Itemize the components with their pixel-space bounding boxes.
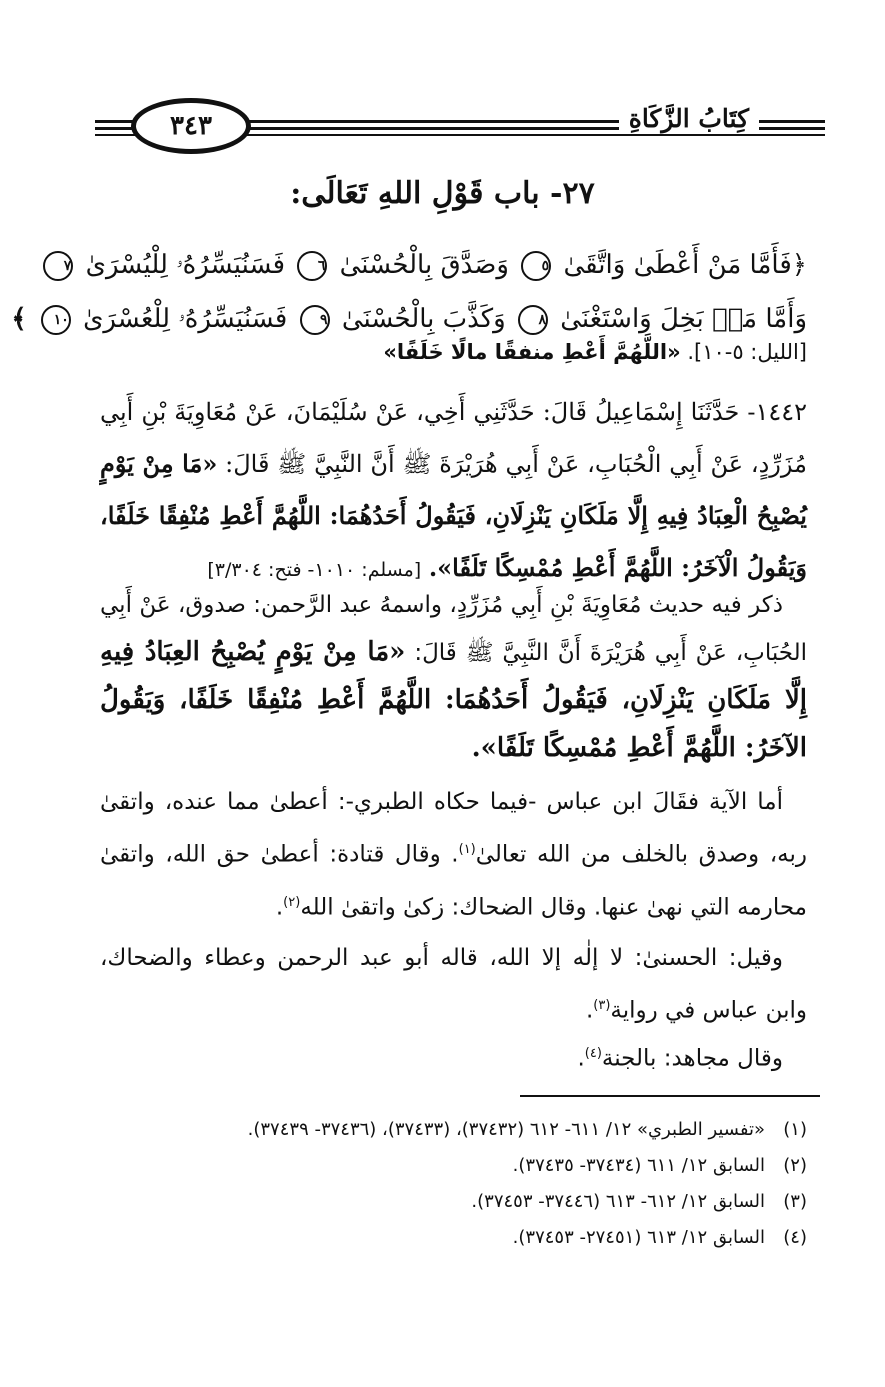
footnote-1 — [100, 1112, 807, 1148]
footnote-text: «تفسير الطبري» ١٢/ ٦١١- ٦١٢ (٣٧٤٣٢)، (٣٧٤٣٣)، (٣٧٤٣٦- ٣٧٤٣٩). — [247, 1119, 765, 1140]
commentary-matn: «مَا مِنْ يَوْمٍ يُصْبِحُ العِبَادُ فِيهِ إِلَّا مَلَكَانِ يَنْزِلَانِ، فَيَقُولُ أَحَدُهُمَا: اللَّهُمَّ أَعْطِ مُنْفِقًا خَلَفًا، وَيَقُولُ الآخَرُ: اللَّهُمَّ أَعْطِ مُمْسِكًا تَلَفًا». — [100, 637, 807, 763]
commentary-text: . وقال قتادة: أعطىٰ حق الله، واتقىٰ محارمه التي نهىٰ عنها. وقال الضحاك: زكىٰ واتقىٰ الله — [100, 841, 807, 921]
hadith-matn: «مَا مِنْ يَوْمٍ يُصْبِحُ الْعِبَادُ فِيهِ إِلَّا مَلَكَانِ يَنْزِلَانِ، فَيَقُولُ أَحَدُهُمَا: اللَّهُمَّ أَعْطِ مُنْفِقًا خَلَفًا، وَيَقُولُ الْآخَرُ: اللَّهُمَّ أَعْطِ مُمْسِكًا تَلَفًا». — [100, 449, 807, 582]
footnote-text: السابق ١٢/ ٦١٢- ٦١٣ (٣٧٤٤٦- ٣٧٤٥٣). — [471, 1191, 765, 1212]
hadith-1442 — [100, 386, 807, 596]
footnote-ref-2[interactable]: (٢) — [283, 894, 301, 910]
hadith-reference: [مسلم: ١٠١٠- فتح: ٣/٣٠٤] — [207, 559, 422, 581]
surah-reference: [الليل: ٥-١٠]. — [687, 340, 807, 364]
footnote-number: (١) — [783, 1119, 807, 1140]
verse-text: وَصَدَّقَ بِالْحُسْنَىٰ — [339, 250, 509, 280]
hadith-isnad: ١٤٤٢- حَدَّثَنَا إِسْمَاعِيلُ قَالَ: حَدَّثَنِي أَخِي، عَنْ سُلَيْمَانَ، عَنْ مُعَاوِيَةَ بْنِ أَبِي مُزَرِّدٍ، عَنْ أَبِي الْحُبَابِ، عَنْ أَبِي هُرَيْرَةَ ﷺ أَنَّ النَّبِيَّ ﷺ قَالَ: — [100, 398, 807, 478]
commentary-text: . — [585, 997, 594, 1024]
page-number: ٣٤٣ — [170, 111, 212, 141]
footnote-ref-3[interactable]: (٣) — [593, 998, 611, 1013]
commentary-text: . — [275, 894, 284, 921]
verse-text: وَكَذَّبَ بِالْحُسْنَىٰ — [341, 304, 506, 334]
ayah-number: ٨ — [518, 305, 548, 335]
footnote-ref-1[interactable]: (١) — [458, 842, 476, 857]
ayah-number: ٩ — [300, 305, 330, 335]
ayah-number: ٦ — [297, 251, 327, 281]
footnotes — [100, 1112, 807, 1256]
footnote-number: (٢) — [783, 1155, 807, 1176]
footnote-ref-4[interactable]: (٤) — [584, 1046, 602, 1061]
ayah-number: ٥ — [521, 251, 551, 281]
verse-line-1 — [60, 238, 807, 292]
footnote-text: السابق ١٢/ ٦١١ (٣٧٤٣٤- ٣٧٤٣٥). — [512, 1155, 765, 1176]
footnote-number: (٣) — [783, 1191, 807, 1212]
commentary-text: وقال مجاهد: بالجنة — [601, 1045, 783, 1072]
verse-text: فَسَنُيَسِّرُهُۥ لِلْيُسْرَىٰ — [85, 250, 286, 280]
commentary-paragraph-2 — [100, 778, 807, 931]
ayah-number: ٧ — [43, 251, 73, 281]
commentary-text: أما الآية فقَالَ ابن عباس -فيما حكاه الطبري-: أعطىٰ مما عنده، واتقىٰ ربه، وصدق بالخلف من الله تعالىٰ — [100, 789, 807, 868]
footnote-separator — [520, 1095, 820, 1097]
footnote-number: (٤) — [783, 1227, 807, 1248]
ayah-number: ١٠ — [41, 305, 71, 335]
verse-line-2 — [11, 292, 807, 346]
footnote-4 — [100, 1220, 807, 1256]
footnote-3 — [100, 1184, 807, 1220]
footnote-2 — [100, 1148, 807, 1184]
commentary-paragraph-1 — [100, 582, 807, 773]
chapter-title: ٢٧- باب قَوْلِ اللهِ تَعَالَى: — [290, 176, 595, 211]
commentary-text: . — [577, 1045, 585, 1072]
verse-text: وَأَمَّا مَنۢ بَخِلَ وَاسْتَغْنَىٰ — [560, 304, 807, 334]
commentary-text: وقيل: الحسنىٰ: لا إلٰه إلا الله، قاله أبو عبد الرحمن وعطاء والضحاك، وابن عباس في رواية — [100, 945, 807, 1024]
verse-text: ﴿فَأَمَّا مَنْ أَعْطَىٰ وَاتَّقَىٰ — [563, 250, 807, 280]
dua-text: «اللَّهُمَّ أَعْطِ منفقًا مالًا خَلَفًا» — [383, 340, 681, 364]
commentary-intro: ذكر فيه حديث مُعَاوِيَةَ بْنِ أَبِي مُزَرِّدٍ، واسمهُ عبد الرَّحمن: صدوق، عَنْ أَبِي الحُبَابِ، عَنْ أَبِي هُرَيْرَةَ أَنَّ النَّبِيَّ ﷺ قَالَ: — [100, 592, 808, 666]
page-header — [95, 98, 825, 156]
book-title: كِتَابُ الزَّكَاةِ — [619, 104, 759, 133]
verse-reference-line — [60, 340, 807, 364]
commentary-paragraph-3 — [100, 934, 807, 1035]
verse-closing-bracket: ﴾ — [11, 304, 27, 334]
quran-verses — [11, 238, 807, 346]
verse-text: فَسَنُيَسِّرُهُۥ لِلْعُسْرَىٰ — [83, 304, 288, 334]
page-number-oval — [131, 98, 251, 154]
commentary-paragraph-4 — [100, 1030, 807, 1083]
footnote-text: السابق ١٢/ ٦١٣ (٢٧٤٥١- ٣٧٤٥٣). — [512, 1227, 765, 1248]
